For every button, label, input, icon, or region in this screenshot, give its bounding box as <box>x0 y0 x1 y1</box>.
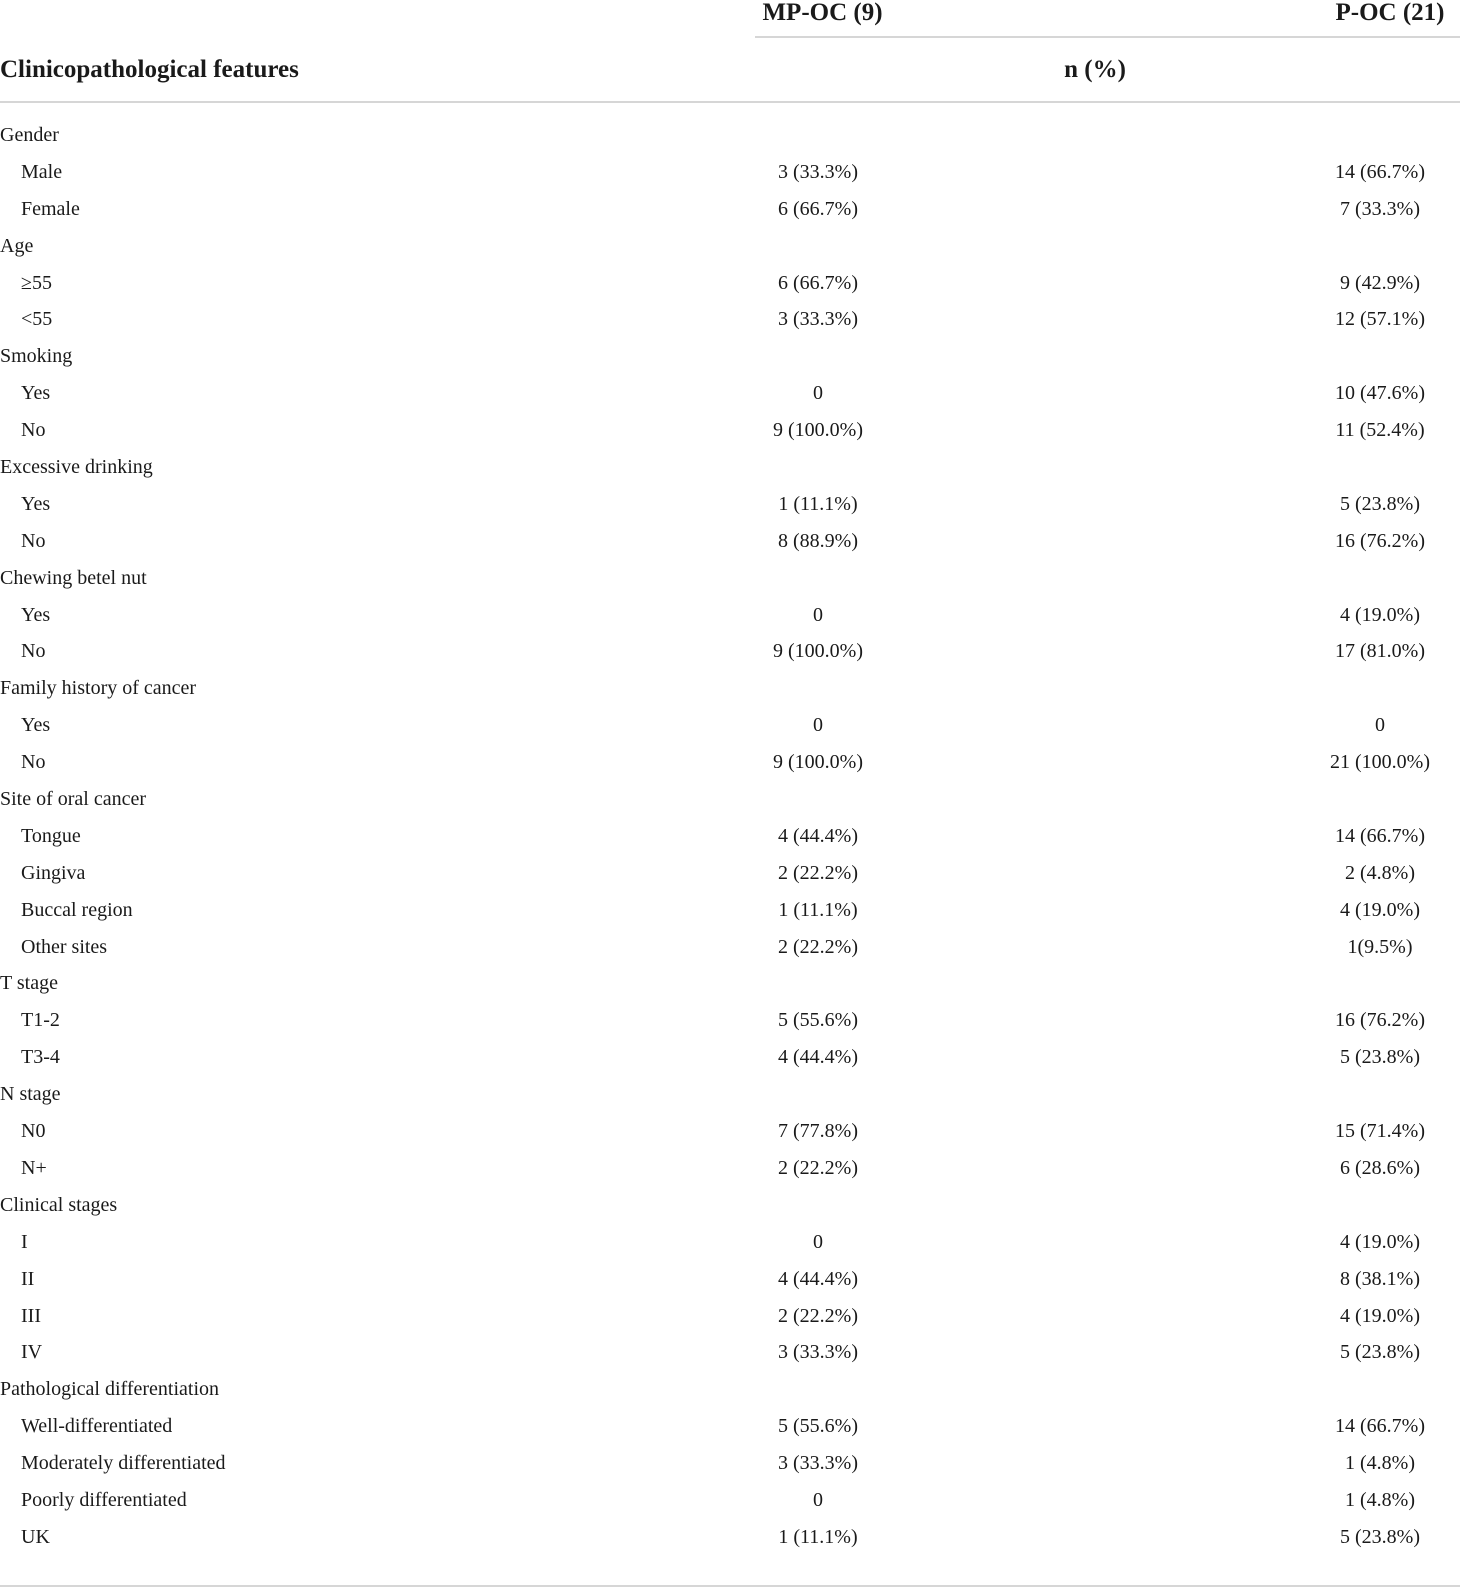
table-row <box>0 633 1460 670</box>
row-label: T1-2 <box>21 1009 60 1032</box>
category-label: Family history of cancer <box>0 677 197 700</box>
table-row <box>0 1408 1460 1445</box>
category-label: Age <box>0 234 34 257</box>
header-span-rule <box>755 36 1460 38</box>
header-bottom-rule <box>0 101 1460 103</box>
cell-mp-oc: 4 (44.4%) <box>778 824 858 847</box>
category-label: Chewing betel nut <box>0 566 147 589</box>
cell-p-oc: 14 (66.7%) <box>1335 1415 1425 1438</box>
table-row <box>0 486 1460 523</box>
table-row <box>0 1482 1460 1519</box>
table-row <box>0 929 1460 966</box>
cell-p-oc: 4 (19.0%) <box>1340 898 1420 921</box>
cell-mp-oc: 3 (33.3%) <box>778 1452 858 1475</box>
row-label: Yes <box>21 714 51 737</box>
row-label: Yes <box>21 492 51 515</box>
row-label: UK <box>21 1525 50 1548</box>
cell-mp-oc: 2 (22.2%) <box>778 861 858 884</box>
table-row <box>0 1224 1460 1261</box>
category-label: Clinical stages <box>0 1193 118 1216</box>
table-row <box>0 1519 1460 1556</box>
category-row <box>0 1187 1460 1224</box>
cell-mp-oc: 0 <box>813 714 823 737</box>
row-label: No <box>21 640 46 663</box>
row-label: Gingiva <box>21 861 86 884</box>
cell-mp-oc: 8 (88.9%) <box>778 529 858 552</box>
cell-p-oc: 15 (71.4%) <box>1335 1120 1425 1143</box>
row-label: ≥55 <box>21 271 52 294</box>
table-row <box>0 597 1460 634</box>
row-label: Moderately differentiated <box>21 1452 226 1475</box>
category-row <box>0 670 1460 707</box>
table-row <box>0 154 1460 191</box>
cell-p-oc: 8 (38.1%) <box>1340 1267 1420 1290</box>
cell-p-oc: 2 (4.8%) <box>1345 861 1415 884</box>
cell-mp-oc: 3 (33.3%) <box>778 1341 858 1364</box>
cell-mp-oc: 1 (11.1%) <box>778 1525 858 1548</box>
row-label: Poorly differentiated <box>21 1488 187 1511</box>
category-label: Site of oral cancer <box>0 788 147 811</box>
row-label: Well-differentiated <box>21 1415 173 1438</box>
cell-mp-oc: 0 <box>813 1230 823 1253</box>
row-label: I <box>21 1230 28 1253</box>
row-label: T3-4 <box>21 1046 60 1069</box>
row-label: N0 <box>21 1120 46 1143</box>
cell-p-oc: 14 (66.7%) <box>1335 160 1425 183</box>
cell-p-oc: 17 (81.0%) <box>1335 640 1425 663</box>
cell-p-oc: 11 (52.4%) <box>1335 419 1425 442</box>
table-row <box>0 818 1460 855</box>
category-row <box>0 965 1460 1002</box>
cell-mp-oc: 4 (44.4%) <box>778 1046 858 1069</box>
category-row <box>0 1076 1460 1113</box>
category-label: Excessive drinking <box>0 456 153 479</box>
cell-mp-oc: 2 (22.2%) <box>778 1156 858 1179</box>
header-feature-column: Clinicopathological features <box>0 56 299 83</box>
row-label: Yes <box>21 603 51 626</box>
category-row <box>0 228 1460 265</box>
cell-p-oc: 21 (100.0%) <box>1330 751 1430 774</box>
table-row <box>0 1445 1460 1482</box>
table-row <box>0 523 1460 560</box>
category-label: Gender <box>0 124 59 146</box>
row-label: Buccal region <box>21 898 133 921</box>
table-row <box>0 265 1460 302</box>
table-row <box>0 1261 1460 1298</box>
cell-p-oc: 5 (23.8%) <box>1340 1341 1420 1364</box>
cell-mp-oc: 3 (33.3%) <box>778 160 858 183</box>
cell-mp-oc: 4 (44.4%) <box>778 1267 858 1290</box>
cell-p-oc: 4 (19.0%) <box>1340 1230 1420 1253</box>
row-label: Male <box>21 160 63 183</box>
row-label: Tongue <box>21 824 81 847</box>
cell-p-oc: 10 (47.6%) <box>1335 382 1425 405</box>
category-row <box>0 117 1460 154</box>
table-row <box>0 744 1460 781</box>
cell-p-oc: 9 (42.9%) <box>1340 271 1420 294</box>
cell-p-oc: 5 (23.8%) <box>1340 1525 1420 1548</box>
cell-mp-oc: 1 (11.1%) <box>778 492 858 515</box>
header-unit: n (%) <box>1064 56 1126 83</box>
cell-p-oc: 5 (23.8%) <box>1340 492 1420 515</box>
category-row <box>0 1371 1460 1408</box>
cell-p-oc: 16 (76.2%) <box>1335 529 1425 552</box>
table-row <box>0 707 1460 744</box>
row-label: II <box>21 1267 35 1290</box>
row-label: <55 <box>21 308 53 331</box>
cell-p-oc: 1 (4.8%) <box>1345 1488 1415 1511</box>
cell-mp-oc: 5 (55.6%) <box>778 1415 858 1438</box>
cell-p-oc: 4 (19.0%) <box>1340 603 1420 626</box>
table-row <box>0 301 1460 338</box>
category-row <box>0 560 1460 597</box>
cell-p-oc: 7 (33.3%) <box>1340 197 1420 220</box>
cell-mp-oc: 6 (66.7%) <box>778 197 858 220</box>
cell-mp-oc: 5 (55.6%) <box>778 1009 858 1032</box>
cell-mp-oc: 0 <box>813 382 823 405</box>
cell-p-oc: 5 (23.8%) <box>1340 1046 1420 1069</box>
table-row <box>0 1150 1460 1187</box>
cell-p-oc: 1 (4.8%) <box>1345 1452 1415 1475</box>
category-label: T stage <box>0 972 58 995</box>
cell-p-oc: 16 (76.2%) <box>1335 1009 1425 1032</box>
cell-mp-oc: 9 (100.0%) <box>773 751 863 774</box>
table-row <box>0 855 1460 892</box>
table-row <box>0 375 1460 412</box>
row-label: N+ <box>21 1156 47 1179</box>
header-group-mp-oc: MP-OC (9) <box>762 0 883 26</box>
category-label: Smoking <box>0 345 73 368</box>
table-row <box>0 1002 1460 1039</box>
category-label: Pathological differentiation <box>0 1378 220 1401</box>
cell-p-oc: 1(9.5%) <box>1347 935 1413 958</box>
table-row <box>0 1113 1460 1150</box>
row-label: Other sites <box>21 935 108 958</box>
category-row <box>0 338 1460 375</box>
cell-p-oc: 6 (28.6%) <box>1340 1156 1420 1179</box>
row-label: Yes <box>21 382 51 405</box>
table-row <box>0 191 1460 228</box>
cell-mp-oc: 9 (100.0%) <box>773 419 863 442</box>
table-body <box>0 117 1460 1556</box>
row-label: Female <box>21 197 80 220</box>
cell-mp-oc: 3 (33.3%) <box>778 308 858 331</box>
category-row <box>0 449 1460 486</box>
cell-p-oc: 12 (57.1%) <box>1335 308 1425 331</box>
cell-mp-oc: 0 <box>813 603 823 626</box>
header-group-p-oc: P-OC (21) <box>1335 0 1445 26</box>
cell-mp-oc: 9 (100.0%) <box>773 640 863 663</box>
category-row <box>0 781 1460 818</box>
table-row <box>0 892 1460 929</box>
row-label: No <box>21 529 46 552</box>
table-bottom-rule <box>0 1585 1460 1587</box>
cell-p-oc: 0 <box>1375 714 1385 737</box>
cell-p-oc: 14 (66.7%) <box>1335 824 1425 847</box>
row-label: No <box>21 751 46 774</box>
row-label: No <box>21 419 46 442</box>
category-label: N stage <box>0 1083 61 1106</box>
table-row <box>0 1039 1460 1076</box>
cell-mp-oc: 1 (11.1%) <box>778 898 858 921</box>
cell-mp-oc: 7 (77.8%) <box>778 1120 858 1143</box>
table-row <box>0 1334 1460 1371</box>
cell-mp-oc: 2 (22.2%) <box>778 1304 858 1327</box>
cell-p-oc: 4 (19.0%) <box>1340 1304 1420 1327</box>
table-row <box>0 1298 1460 1335</box>
cell-mp-oc: 0 <box>813 1488 823 1511</box>
row-label: IV <box>21 1341 43 1364</box>
row-label: III <box>21 1304 41 1327</box>
cell-mp-oc: 2 (22.2%) <box>778 935 858 958</box>
cell-mp-oc: 6 (66.7%) <box>778 271 858 294</box>
table-row <box>0 412 1460 449</box>
